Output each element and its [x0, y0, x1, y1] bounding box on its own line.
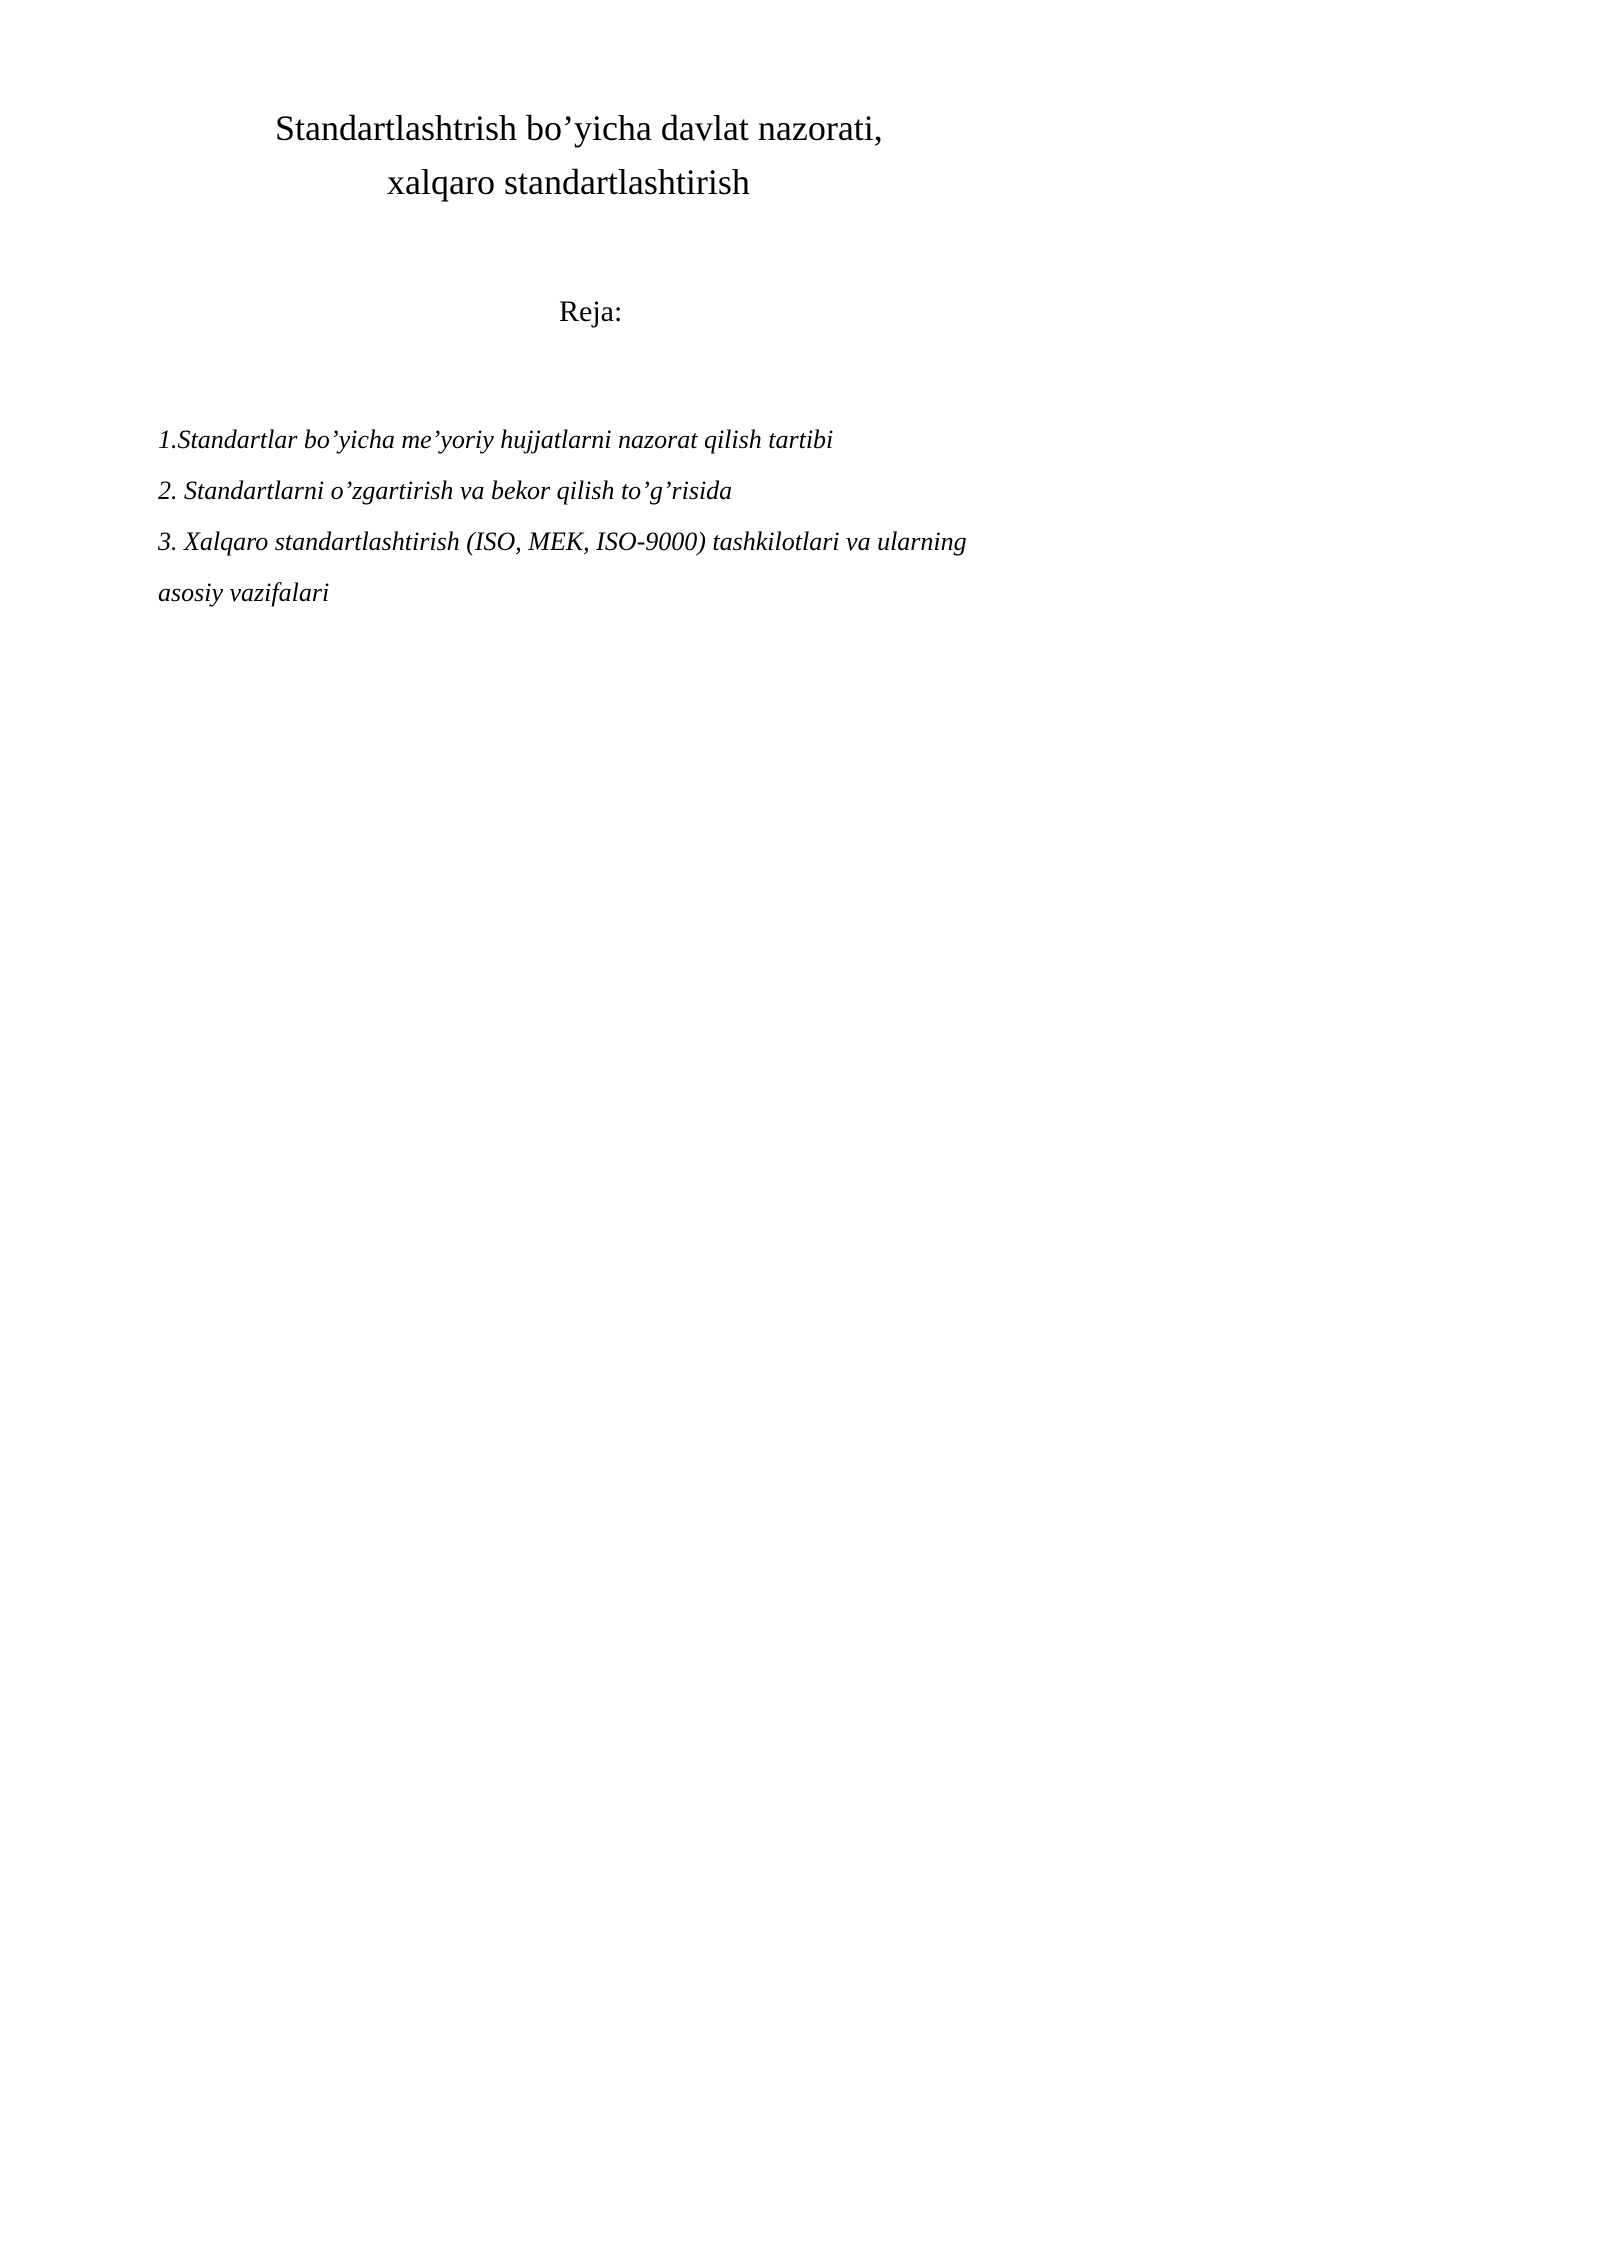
plan-heading: Reja:	[559, 295, 623, 328]
document-page	[0, 0, 1100, 1555]
plan-item: 3. Xalqaro standartlashtirish (ISO, MEK, ISO-9000) tashkilotlari va ularning asosiy vazifalari	[158, 527, 967, 607]
plan-item: 2. Standartlarni o’zgartirish va bekor qilish to’g’risida	[158, 476, 733, 505]
document-title-line-1: Standartlashtrish bo’yicha davlat nazorati,	[275, 108, 883, 148]
plan-item: 1.Standartlar bo’yicha me’yoriy hujjatlarni nazorat qilish tartibi	[158, 425, 834, 454]
plan-list	[158, 414, 988, 618]
document-title-line-2: xalqaro standartlashtirish	[387, 162, 750, 202]
